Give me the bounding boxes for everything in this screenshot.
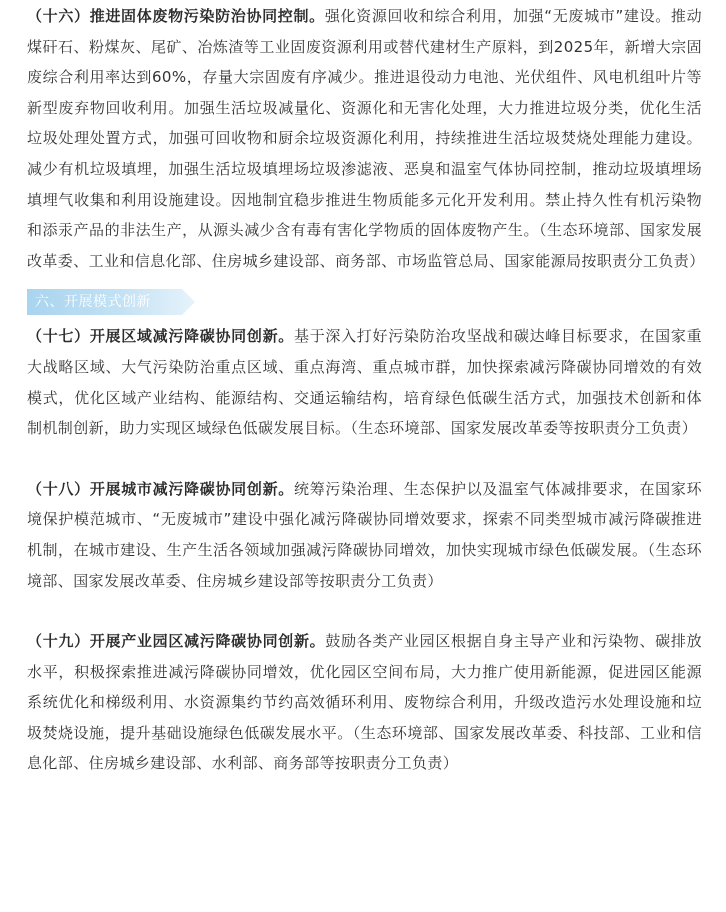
paragraph-16 bbox=[27, 1, 705, 276]
paragraph-19-heading: （十九）开展产业园区减污降碳协同创新。 bbox=[27, 632, 326, 651]
paragraph-16-heading: （十六）推进固体废物污染防治协同控制。 bbox=[27, 7, 325, 25]
paragraph-17-heading: （十七）开展区域减污降碳协同创新。 bbox=[27, 327, 294, 346]
section-header-label: 六、开展模式创新 bbox=[35, 294, 151, 311]
section-header-banner bbox=[27, 289, 195, 315]
paragraph-18 bbox=[27, 474, 702, 596]
paragraph-16-text: 强化资源回收和综合利用，加强“无废城市”建设。推动煤矸石、粉煤灰、尾矿、冶炼渣等工业固废资源利用或替代建材生产原料，到2025年，新增大宗固废综合利用率达到60%，存量大宗固废有序减少。推进退役动力电池、光伏组件、风电机组叶片等新型废弃物回收利用。加强生活垃圾减量化、资源化和无害化处理，大力推进垃圾分类，优化生活垃圾处理处置方式，加强可回收物和厨余垃圾资源化利用，持续推进生活垃圾焚烧处理能力建设。减少有机垃圾填埋，加强生活垃圾填埋场垃圾渗滤液、恶臭和温室气体协同控制，推动垃圾填埋场填埋气收集和利用设施建设。因地制宜稳步推进生物质能多元化开发利用。禁止持久性有机污染物和添汞产品的非法生产，从源头减少含有毒有害化学物质的固体废物产生。（生态环境部、国家发展改革委、工业和信息化部、住房城乡建设部、商务部、市场监管总局、国家能源局按职责分工负责） bbox=[27, 7, 705, 270]
paragraph-19-text: 鼓励各类产业园区根据自身主导产业和污染物、碳排放水平，积极探索推进减污降碳协同增效，优化园区空间布局，大力推广使用新能源，促进园区能源系统优化和梯级利用、水资源集约节约高效循环利用、废物综合利用，升级改造污水处理设施和垃圾焚烧设施，提升基础设施绿色低碳发展水平。（生态环境部、国家发展改革委、科技部、工业和信息化部、住房城乡建设部、水利部、商务部等按职责分工负责） bbox=[27, 632, 702, 773]
paragraph-18-text: 统筹污染治理、生态保护以及温室气体减排要求，在国家环境保护模范城市、“无废城市”建设中强化减污降碳协同增效要求，探索不同类型城市减污降碳推进机制，在城市建设、生产生活各领域加强减污降碳协同增效，加快实现城市绿色低碳发展。（生态环境部、国家发展改革委、住房城乡建设部等按职责分工负责） bbox=[27, 479, 702, 590]
paragraph-19 bbox=[27, 626, 702, 779]
document-body bbox=[27, 0, 705, 779]
paragraph-17-text: 基于深入打好污染防治攻坚战和碳达峰目标要求，在国家重大战略区域、大气污染防治重点区域、重点海湾、重点城市群，加快探索减污降碳协同增效的有效模式，优化区域产业结构、能源结构、交通运输结构，培育绿色低碳生活方式，加强技术创新和体制机制创新，助力实现区域绿色低碳发展目标。（生态环境部、国家发展改革委等按职责分工负责） bbox=[27, 327, 702, 438]
paragraph-18-heading: （十八）开展城市减污降碳协同创新。 bbox=[27, 479, 294, 498]
paragraph-17 bbox=[27, 321, 702, 443]
